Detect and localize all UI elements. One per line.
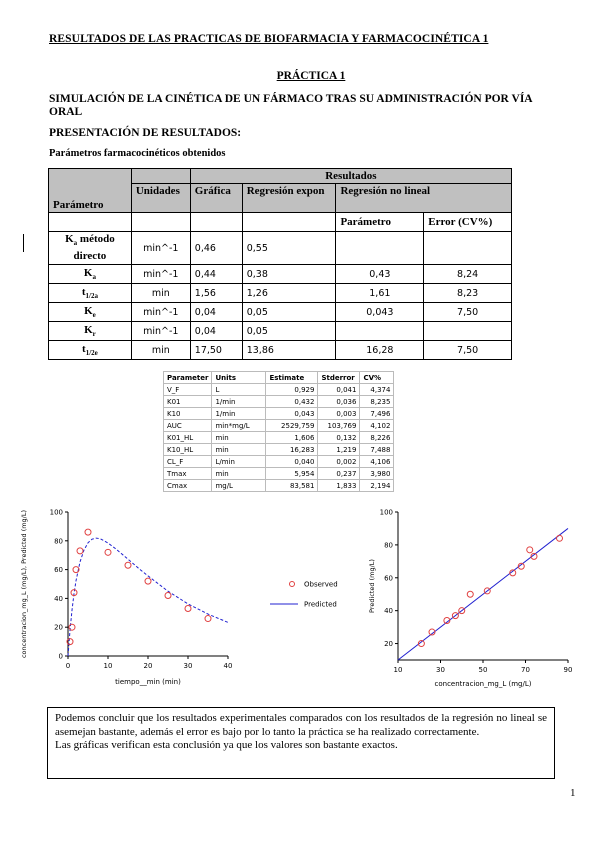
results-table	[48, 168, 512, 360]
observed-point	[105, 549, 111, 555]
practice-title: PRÁCTICA 1	[276, 70, 346, 82]
error-cell: 7,50	[424, 341, 512, 360]
table-row	[49, 284, 512, 303]
table-header-row	[49, 169, 512, 184]
estimates-cell: K10	[164, 408, 212, 420]
x-tick-label: 70	[521, 666, 530, 674]
estimates-cell: CV%	[360, 372, 394, 384]
conclusion-box	[47, 707, 555, 779]
estimates-cell: min	[212, 468, 266, 480]
expon-cell: 0,38	[242, 265, 336, 284]
x-tick-label: 30	[436, 666, 445, 674]
subheader-error: Error (CV%)	[424, 213, 512, 232]
estimates-cell: 4,102	[360, 420, 394, 432]
x-tick-label: 20	[143, 662, 153, 670]
header-regresion-expon: Regresión expon	[242, 184, 336, 213]
estimates-cell: 3,980	[360, 468, 394, 480]
conclusion-paragraph-1: Podemos concluir que los resultados experimentales comparados con los resultados de la regresión no lineal se asemejan bastante, además el error es bajo por lo tanto la práctica se ha realizado correctamente.	[55, 712, 547, 738]
x-tick-label: 10	[393, 666, 403, 674]
estimates-cell: min	[212, 432, 266, 444]
error-cell: 8,23	[424, 284, 512, 303]
estimates-cell: Tmax	[164, 468, 212, 480]
predicted-line	[68, 538, 228, 656]
nl-param-cell: 0,43	[336, 265, 424, 284]
estimates-cell: Parameter	[164, 372, 212, 384]
grafica-cell: 0,04	[190, 303, 242, 322]
observed-point	[77, 548, 83, 554]
estimates-cell: 0,237	[318, 468, 360, 480]
error-cell: 7,50	[424, 303, 512, 322]
estimates-cell: 0,432	[266, 396, 318, 408]
legend-observed-icon	[290, 582, 295, 587]
table-row	[49, 265, 512, 284]
legend-observed-label: Observed	[304, 580, 338, 589]
header-parametro: Parámetro	[49, 169, 132, 213]
estimates-cell: L/min	[212, 456, 266, 468]
estimates-row	[164, 384, 394, 396]
expon-cell: 1,26	[242, 284, 336, 303]
estimates-cell: 0,002	[318, 456, 360, 468]
estimates-cell: 0,041	[318, 384, 360, 396]
grafica-cell: 0,46	[190, 232, 242, 265]
error-cell: 8,24	[424, 265, 512, 284]
y-tick-label: 20	[384, 640, 393, 649]
estimates-row	[164, 444, 394, 456]
estimates-cell: K01	[164, 396, 212, 408]
estimates-row	[164, 480, 394, 492]
y-tick-label: 60	[384, 574, 393, 583]
table-row-subheaders	[49, 213, 512, 232]
nl-param-cell: 16,28	[336, 341, 424, 360]
estimates-cell: mg/L	[212, 480, 266, 492]
units-cell: min	[131, 284, 190, 303]
x-tick-label: 40	[223, 662, 233, 670]
observed-point	[205, 616, 211, 622]
document-title: RESULTADOS DE LAS PRACTICAS DE BIOFARMACIA Y FARMACOCINÉTICA 1	[49, 33, 489, 45]
header-resultados: Resultados	[190, 169, 511, 184]
units-cell: min^-1	[131, 322, 190, 341]
expon-cell: 13,86	[242, 341, 336, 360]
header-grafica: Gráfica	[190, 184, 242, 213]
identity-line	[398, 528, 568, 660]
grafica-cell: 0,04	[190, 322, 242, 341]
estimates-cell: Estimate	[266, 372, 318, 384]
y-tick-label: 100	[379, 508, 393, 517]
estimates-cell: 4,374	[360, 384, 394, 396]
x-tick-label: 50	[478, 666, 488, 674]
estimates-cell: 1,219	[318, 444, 360, 456]
grafica-cell: 17,50	[190, 341, 242, 360]
param-cell: $K_e$	[49, 303, 132, 322]
data-point	[557, 535, 563, 541]
x-tick-label: 90	[563, 666, 573, 674]
estimates-cell: 1,606	[266, 432, 318, 444]
estimates-cell: 0,003	[318, 408, 360, 420]
estimates-cell: 0,040	[266, 456, 318, 468]
parameters-heading: Parámetros farmacocinéticos obtenidos	[49, 148, 226, 159]
estimates-row	[164, 408, 394, 420]
expon-cell: 0,05	[242, 303, 336, 322]
observed-point	[69, 624, 75, 630]
presentation-heading: PRESENTACIÓN DE RESULTADOS:	[49, 127, 242, 139]
y-axis-label: concentracion_mg_L (mg/L), Predicted (mg/L)	[20, 509, 28, 659]
estimates-cell: AUC	[164, 420, 212, 432]
estimates-cell: Cmax	[164, 480, 212, 492]
grafica-cell: 1,56	[190, 284, 242, 303]
header-regresion-no-lineal: Regresión no lineal	[336, 184, 512, 213]
error-cell	[424, 322, 512, 341]
estimates-cell: 0,036	[318, 396, 360, 408]
estimates-cell: 0,132	[318, 432, 360, 444]
x-axis-label: concentracion_mg_L (mg/L)	[434, 680, 532, 688]
data-point	[527, 547, 533, 553]
estimates-row	[164, 420, 394, 432]
units-cell: min	[131, 341, 190, 360]
estimates-cell: 8,226	[360, 432, 394, 444]
estimates-cell: 1/min	[212, 408, 266, 420]
observed-point	[165, 593, 171, 599]
estimates-header-row	[164, 372, 394, 384]
subheader-parametro: Parámetro	[336, 213, 424, 232]
units-cell: min^-1	[131, 303, 190, 322]
expon-cell: 0,05	[242, 322, 336, 341]
x-tick-label: 0	[65, 662, 71, 670]
param-cell: $t_{1/2a}$	[49, 284, 132, 303]
nl-param-cell: 0,043	[336, 303, 424, 322]
y-tick-label: 40	[54, 594, 63, 603]
table-row	[49, 322, 512, 341]
y-tick-label: 60	[54, 566, 63, 575]
y-tick-label: 80	[384, 541, 393, 550]
estimates-row	[164, 432, 394, 444]
estimates-cell: min	[212, 444, 266, 456]
expon-cell: 0,55	[242, 232, 336, 265]
param-cell: $K_a$ método directo	[49, 232, 132, 265]
estimates-row	[164, 468, 394, 480]
conclusion-paragraph-2: Las gráficas verifican esta conclusión ya que los valores son bastante exactos.	[55, 739, 398, 751]
y-tick-label: 0	[58, 652, 63, 661]
estimates-cell: 7,496	[360, 408, 394, 420]
estimates-cell: K01_HL	[164, 432, 212, 444]
x-tick-label: 30	[183, 662, 193, 670]
param-cell: $t_{1/2e}$	[49, 341, 132, 360]
estimates-cell: K10_HL	[164, 444, 212, 456]
estimates-cell: 83,581	[266, 480, 318, 492]
estimates-cell: 7,488	[360, 444, 394, 456]
estimates-cell: min*mg/L	[212, 420, 266, 432]
estimates-cell: CL_F	[164, 456, 212, 468]
y-tick-label: 20	[54, 623, 63, 632]
table-row	[49, 341, 512, 360]
nl-param-cell	[336, 322, 424, 341]
simulation-title: SIMULACIÓN DE LA CINÉTICA DE UN FÁRMACO TRAS SU ADMINISTRACIÓN POR VÍA ORAL	[49, 93, 532, 118]
estimates-cell: 0,929	[266, 384, 318, 396]
estimates-cell: 103,769	[318, 420, 360, 432]
table-row	[49, 303, 512, 322]
estimates-cell: 0,043	[266, 408, 318, 420]
units-cell: min^-1	[131, 265, 190, 284]
nl-param-cell	[336, 232, 424, 265]
table-row	[49, 232, 512, 265]
text-cursor	[23, 234, 24, 252]
observed-point	[185, 605, 191, 611]
data-point	[467, 591, 473, 597]
page-number: 1	[570, 787, 576, 799]
estimates-cell: 4,106	[360, 456, 394, 468]
estimates-cell: Units	[212, 372, 266, 384]
estimates-table	[163, 371, 394, 492]
estimates-cell: 8,235	[360, 396, 394, 408]
header-unidades: Unidades	[131, 184, 190, 213]
predicted-vs-observed-chart	[362, 504, 588, 694]
observed-point	[125, 562, 131, 568]
observed-point	[85, 529, 91, 535]
estimates-cell: 5,954	[266, 468, 318, 480]
estimates-cell: 2,194	[360, 480, 394, 492]
estimates-cell: 1/min	[212, 396, 266, 408]
y-tick-label: 40	[384, 607, 393, 616]
y-tick-label: 100	[49, 508, 63, 517]
concentration-time-chart	[14, 504, 354, 694]
estimates-cell: 16,283	[266, 444, 318, 456]
estimates-cell: 2529,759	[266, 420, 318, 432]
estimates-row	[164, 396, 394, 408]
units-cell: min^-1	[131, 232, 190, 265]
error-cell	[424, 232, 512, 265]
grafica-cell: 0,44	[190, 265, 242, 284]
estimates-cell: L	[212, 384, 266, 396]
estimates-cell: V_F	[164, 384, 212, 396]
y-axis-label: Predicted (mg/L)	[368, 559, 376, 613]
param-cell: $K_a$	[49, 265, 132, 284]
estimates-cell: Stderror	[318, 372, 360, 384]
nl-param-cell: 1,61	[336, 284, 424, 303]
observed-point	[145, 578, 151, 584]
estimates-row	[164, 456, 394, 468]
param-cell: $K_r$	[49, 322, 132, 341]
y-tick-label: 80	[54, 537, 63, 546]
x-axis-label: tiempo__min (min)	[115, 678, 181, 686]
x-tick-label: 10	[103, 662, 113, 670]
legend-predicted-label: Predicted	[304, 600, 337, 609]
estimates-cell: 1,833	[318, 480, 360, 492]
header-empty-1	[131, 169, 190, 184]
